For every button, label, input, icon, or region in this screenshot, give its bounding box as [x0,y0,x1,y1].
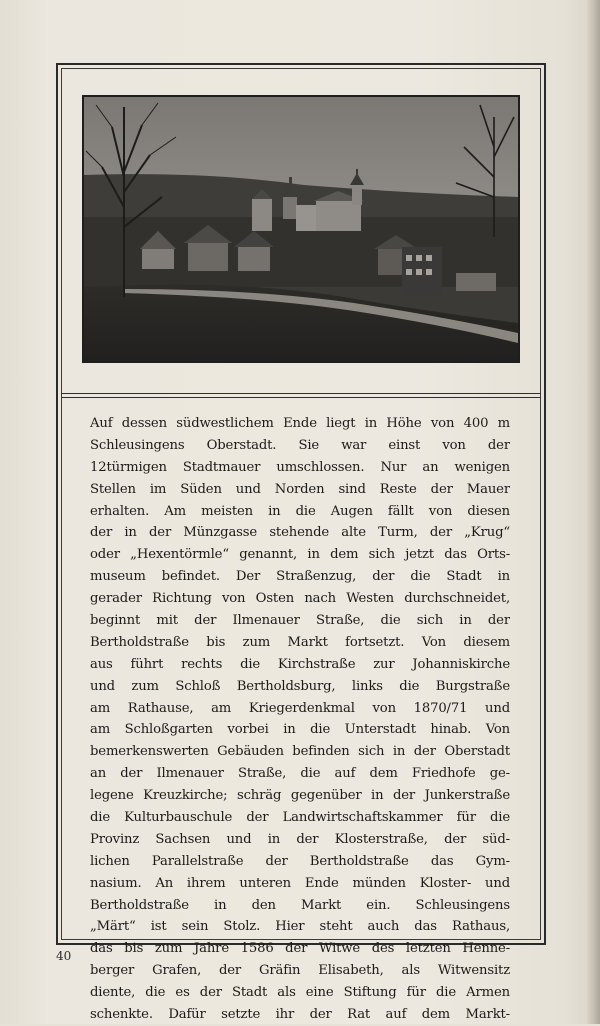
town-photograph-image [84,97,518,361]
text-line: lichen Parallelstraße der Bertholdstraße das Gym- [90,853,510,869]
text-line: Bertholdstraße in den Markt ein. Schleusingens [90,897,510,913]
text-line: bemerkenswerten Gebäuden befinden sich in der Oberstadt [90,744,510,760]
body-text [90,413,510,1026]
text-line: der in der Münzgasse stehende alte Turm, der „Krug“ [90,525,510,541]
text-line: 12türmigen Stadtmauer umschlossen. Nur an wenigen [90,459,510,475]
text-line: museum befindet. Der Straßenzug, der die Stadt in [90,569,510,585]
text-line: schenkte. Dafür setzte ihr der Rat auf dem Markt- [90,1007,510,1023]
text-line: an der Ilmenauer Straße, die auf dem Friedhofe ge- [90,766,510,782]
text-line: legene Kreuzkirche; schräg gegenüber in der Junkerstraße [90,788,510,804]
text-line: Schleusingens Oberstadt. Sie war einst von der [90,437,510,453]
text-line: Provinz Sachsen und in der Klosterstraße, der süd- [90,831,510,847]
text-line: am Rathause, am Kriegerdenkmal von 1870/71 und [90,700,510,716]
text-line: diente, die es der Stadt als eine Stiftung für die Armen [90,985,510,1001]
text-line: das bis zum Jahre 1586 der Witwe des letzten Henne- [90,941,510,957]
text-line: oder „Hexentörmle“ genannt, in dem sich jetzt das Orts- [90,547,510,563]
text-line: berger Grafen, der Gräfin Elisabeth, als Witwensitz [90,963,510,979]
section-divider [61,393,541,398]
page-number: 40 [56,949,72,963]
text-line: „Märt“ ist sein Stolz. Hier steht auch das Rathaus, [90,919,510,935]
town-photograph [82,95,520,363]
text-line: die Kulturbauschule der Landwirtschaftskammer für die [90,810,510,826]
text-line: am Schloßgarten vorbei in die Unterstadt hinab. Von [90,722,510,738]
page-edge-shadow [586,0,600,1024]
text-line: Auf dessen südwestlichem Ende liegt in Höhe von 400 m [90,416,510,431]
text-line: gerader Richtung von Osten nach Westen durchschneidet, [90,591,510,607]
text-line: Stellen im Süden und Norden sind Reste der Mauer [90,481,510,497]
text-line: nasium. An ihrem unteren Ende münden Kloster- und [90,875,510,891]
text-line: Bertholdstraße bis zum Markt fortsetzt. Von diesem [90,634,510,650]
text-line: und zum Schloß Bertholdsburg, links die Burgstraße [90,678,510,694]
text-line: aus führt rechts die Kirchstraße zur Johanniskirche [90,656,510,672]
text-line: beginnt mit der Ilmenauer Straße, die sich in der [90,613,510,629]
text-line: erhalten. Am meisten in die Augen fällt von diesen [90,503,510,519]
